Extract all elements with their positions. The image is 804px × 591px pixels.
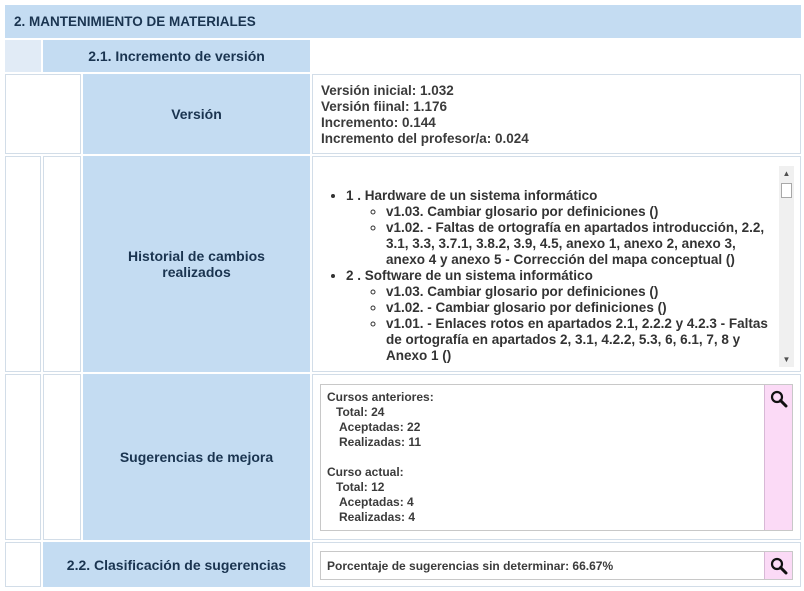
section-title: 2. MANTENIMIENTO DE MATERIALES [14, 14, 256, 29]
classification-title: 2.2. Clasificación de sugerencias [66, 556, 287, 573]
history-list[interactable] [314, 166, 778, 367]
subsection-title: 2.1. Incremento de versión [88, 48, 265, 64]
scrollbar-thumb[interactable] [781, 183, 792, 198]
unit-title: 2 . Software de un sistema informático [346, 268, 593, 283]
version-final: Versión fiinal: 1.176 [321, 99, 448, 114]
list-item: ◦ v1.03. Cambiar glosario por definiciones () [386, 284, 778, 300]
indent-cell [43, 374, 81, 540]
current-heading: Curso actual: [327, 465, 404, 479]
suggestions-box [320, 384, 793, 531]
history-label-cell [83, 156, 310, 372]
search-icon [770, 390, 788, 408]
suggestions-search-button[interactable] [764, 385, 792, 530]
history-label: Historial de cambios realizados [128, 248, 265, 280]
classification-text: Porcentaje de sugerencias sin determinar: 66.67% [327, 559, 614, 573]
scroll-down-icon[interactable]: ▼ [782, 355, 791, 364]
suggestions-label: Sugerencias de mejora [119, 449, 274, 465]
list-item: ◦ v1.03. Cambiar glosario por definiciones () [386, 204, 778, 220]
current-done: Realizadas: 4 [339, 510, 416, 524]
subsection-header [43, 40, 310, 72]
classification-label-cell [43, 542, 310, 587]
indent-cell [5, 374, 41, 540]
indent-cell [5, 74, 81, 154]
unit-list [314, 188, 778, 364]
suggestions-label-cell [83, 374, 310, 540]
list-item [346, 268, 778, 364]
previous-accepted: Aceptadas: 22 [339, 420, 421, 434]
version-increment: Incremento: 0.144 [321, 115, 436, 130]
previous-total: Total: 24 [336, 405, 385, 419]
suggestions-stats [327, 390, 434, 525]
indent-cell [5, 542, 41, 587]
history-cell [312, 156, 801, 372]
classification-box [320, 551, 793, 580]
suggestions-cell [312, 374, 801, 540]
current-accepted: Aceptadas: 4 [339, 495, 414, 509]
classification-search-button[interactable] [764, 552, 792, 579]
scrollbar[interactable] [779, 166, 794, 367]
version-label-cell [83, 74, 310, 154]
indent-cell [43, 156, 81, 372]
scroll-up-icon[interactable]: ▲ [782, 169, 791, 178]
list-item [346, 188, 778, 268]
indent-cell [5, 156, 41, 372]
previous-done: Realizadas: 11 [339, 435, 422, 449]
classification-cell [312, 542, 801, 587]
version-info [312, 74, 801, 154]
unit-title: 1 . Hardware de un sistema informático [346, 188, 598, 203]
list-item: ◦ v1.02. - Cambiar glosario por definiciones () [386, 300, 778, 316]
previous-heading: Cursos anteriores: [327, 390, 434, 404]
current-total: Total: 12 [336, 480, 385, 494]
indent-cell [5, 40, 41, 72]
list-item: ◦ v1.01. - Enlaces rotos en apartados 2.1, 2.2.2 y 4.2.3 - Faltas de ortografía en apartados 2, 3.1, 4.2.2, 5.3, 6, 6.1, 7, 8 y Anexo 1 () [386, 316, 778, 364]
version-teacher-increment: Incremento del profesor/a: 0.024 [321, 131, 529, 146]
version-label: Versión [171, 106, 222, 122]
version-initial: Versión inicial: 1.032 [321, 83, 454, 98]
search-icon [770, 557, 788, 575]
section-header [5, 5, 801, 38]
list-item: ◦ v1.02. - Faltas de ortografía en apartados introducción, 2.2, 3.1, 3.3, 3.7.1, 3.8.2, 3.9, 4.5, anexo 1, anexo 2, anexo 3, anexo 4 y anexo 5 - Corrección del mapa conceptual () [386, 220, 778, 268]
